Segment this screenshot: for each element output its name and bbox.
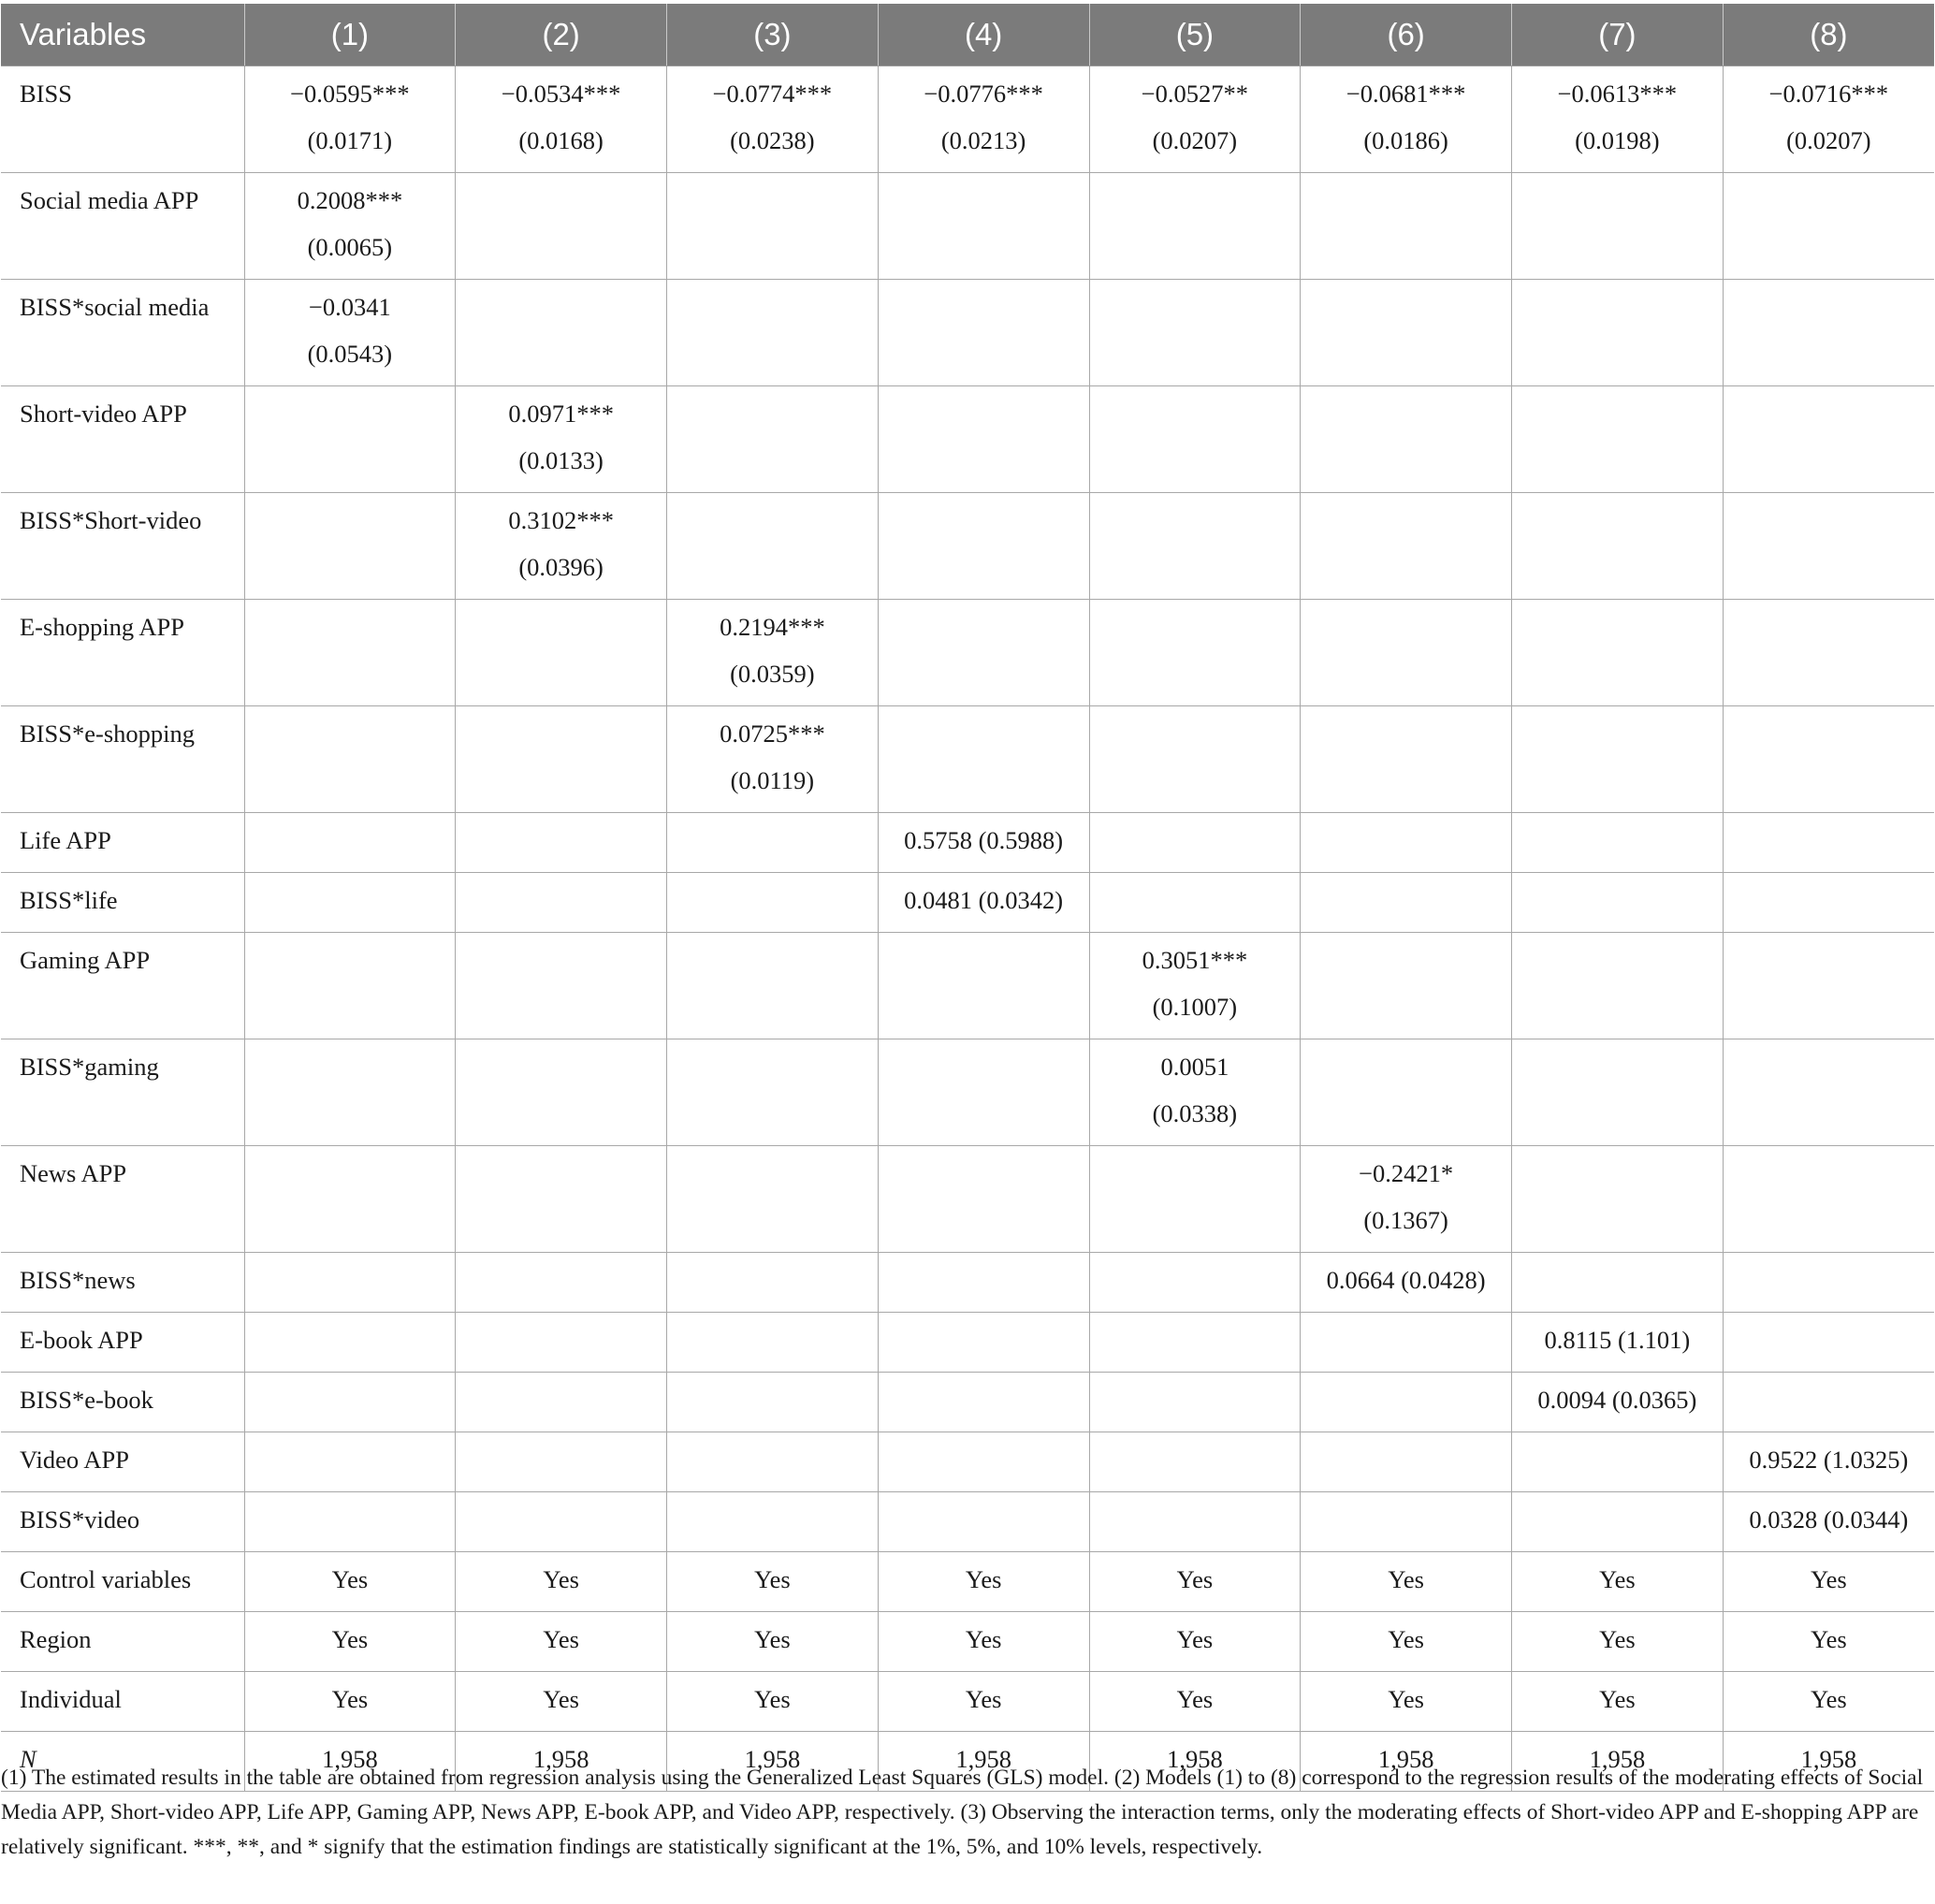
table-cell — [667, 1492, 879, 1552]
table-cell — [456, 813, 667, 873]
cell-value: −0.2421* — [1359, 1159, 1454, 1187]
table-cell — [244, 1492, 456, 1552]
cell-value: −0.0527** — [1141, 80, 1249, 108]
cell-value: Yes — [331, 1685, 369, 1713]
table-cell — [667, 600, 879, 706]
table-cell — [1089, 873, 1301, 933]
cell-value: 1,958 — [1377, 1745, 1434, 1773]
table-cell — [456, 386, 667, 493]
table-cell — [878, 933, 1089, 1039]
table-cell — [456, 1039, 667, 1146]
table-cell — [1301, 1552, 1512, 1612]
table-cell — [456, 493, 667, 600]
cell-std-error: (0.0396) — [518, 553, 604, 581]
cell-value: Yes — [331, 1625, 369, 1653]
cell-value: −0.0681*** — [1346, 80, 1466, 108]
table-cell — [456, 706, 667, 813]
table-cell — [1089, 1039, 1301, 1146]
table-cell — [1512, 1313, 1724, 1373]
table-cell — [1723, 1432, 1934, 1492]
table-row — [1, 1039, 1934, 1146]
table-cell — [1301, 813, 1512, 873]
table-cell — [1301, 280, 1512, 386]
table-cell — [1301, 706, 1512, 813]
table-cell — [1512, 173, 1724, 280]
cell-value: Yes — [1811, 1625, 1847, 1653]
table-cell — [456, 1432, 667, 1492]
table-cell — [244, 1146, 456, 1253]
cell-value: 0.9522 (1.0325) — [1749, 1446, 1909, 1474]
cell-value: Yes — [1176, 1625, 1214, 1653]
table-row — [1, 933, 1934, 1039]
table-cell — [1512, 66, 1724, 173]
cell-value: 0.3051*** — [1142, 946, 1248, 974]
table-cell — [878, 1612, 1089, 1672]
table-cell — [456, 1552, 667, 1612]
cell-value: Yes — [1176, 1685, 1214, 1713]
table-cell — [1301, 173, 1512, 280]
row-label: Life APP — [1, 813, 244, 873]
table-cell — [1723, 1146, 1934, 1253]
table-row — [1, 1313, 1934, 1373]
table-cell — [1301, 1253, 1512, 1313]
table-cell — [1512, 1432, 1724, 1492]
table-row — [1, 66, 1934, 173]
table-cell — [1723, 1253, 1934, 1313]
cell-value: Yes — [1176, 1565, 1214, 1593]
table-cell — [1089, 813, 1301, 873]
table-cell — [1089, 1672, 1301, 1732]
table-body — [1, 66, 1934, 1792]
row-label: Individual — [1, 1672, 244, 1732]
table-cell — [1301, 1039, 1512, 1146]
table-cell — [1301, 1492, 1512, 1552]
table-cell — [1089, 1373, 1301, 1432]
cell-value: Yes — [543, 1565, 579, 1593]
cell-std-error: (0.0198) — [1575, 126, 1660, 154]
row-label: BISS*gaming — [1, 1039, 244, 1146]
cell-value: 1,958 — [744, 1745, 801, 1773]
table-row — [1, 600, 1934, 706]
cell-value: 0.2008*** — [297, 186, 403, 214]
table-cell — [1089, 706, 1301, 813]
cell-value: Yes — [754, 1625, 791, 1653]
table-cell — [1089, 1253, 1301, 1313]
row-label: BISS*e-book — [1, 1373, 244, 1432]
table-cell — [878, 66, 1089, 173]
table-cell — [1089, 1146, 1301, 1253]
table-cell — [456, 1253, 667, 1313]
table-cell — [1723, 173, 1934, 280]
table-cell — [456, 173, 667, 280]
column-header: (8) — [1723, 4, 1934, 66]
cell-value: 0.0971*** — [508, 400, 614, 428]
cell-std-error: (0.0213) — [940, 126, 1026, 154]
table-cell — [456, 1672, 667, 1732]
table-cell — [1723, 933, 1934, 1039]
table-cell — [1512, 386, 1724, 493]
table-header-row — [1, 4, 1934, 66]
table-cell — [878, 280, 1089, 386]
table-row — [1, 1672, 1934, 1732]
cell-value: −0.0716*** — [1768, 80, 1889, 108]
cell-value: 0.0328 (0.0344) — [1749, 1505, 1909, 1533]
table-cell — [1089, 386, 1301, 493]
table-cell — [1723, 1313, 1934, 1373]
table-cell — [1301, 933, 1512, 1039]
table-cell — [244, 1253, 456, 1313]
cell-value: Yes — [754, 1565, 791, 1593]
table-cell — [456, 1313, 667, 1373]
row-label: E-shopping APP — [1, 600, 244, 706]
row-label: BISS*Short-video — [1, 493, 244, 600]
cell-value: 0.0481 (0.0342) — [904, 886, 1064, 914]
cell-value: 0.3102*** — [508, 506, 614, 534]
table-cell — [1301, 1432, 1512, 1492]
table-cell — [1512, 1492, 1724, 1552]
regression-table — [1, 4, 1934, 1792]
table-cell — [244, 1672, 456, 1732]
table-footnote: (1) The estimated results in the table are obtained from regression analysis using the Generalized Least Squares (GLS) model. (2) Models (1) to (8) correspond to the regression results of the moderating effects of Social Media APP, Short-video APP, Life APP, Gaming APP, News APP, E-book APP, and Video APP, respectively. (3) Observing the interaction terms, only the moderating effects of Short-video APP and E-shopping APP are relatively significant. ***, **, and * signify that the estimation findings are statistically significant at the 1%, 5%, and 10% levels, respectively. — [1, 1766, 1924, 1859]
table-cell — [244, 813, 456, 873]
table-row — [1, 1552, 1934, 1612]
table-cell — [1301, 66, 1512, 173]
table-cell — [667, 1373, 879, 1432]
cell-value: −0.0534*** — [501, 80, 621, 108]
table-cell — [456, 1612, 667, 1672]
column-header: (3) — [667, 4, 879, 66]
table-cell — [1089, 1432, 1301, 1492]
cell-value: Yes — [1599, 1685, 1636, 1713]
cell-value: Yes — [965, 1565, 1002, 1593]
table-cell — [244, 706, 456, 813]
table-cell — [667, 813, 879, 873]
table-cell — [1723, 706, 1934, 813]
cell-value: 0.0725*** — [720, 719, 825, 748]
cell-value: −0.0613*** — [1557, 80, 1678, 108]
table-cell — [1723, 813, 1934, 873]
row-label: BISS*social media — [1, 280, 244, 386]
column-header: (5) — [1089, 4, 1301, 66]
table-cell — [667, 1313, 879, 1373]
cell-value: −0.0341 — [308, 293, 391, 321]
table-cell — [1301, 600, 1512, 706]
table-cell — [1512, 1039, 1724, 1146]
column-header: Variables — [1, 4, 244, 66]
cell-value: Yes — [965, 1685, 1002, 1713]
table-cell — [1723, 1672, 1934, 1732]
column-header: (7) — [1512, 4, 1724, 66]
table-cell — [1723, 1552, 1934, 1612]
table-cell — [1512, 1373, 1724, 1432]
row-label: Region — [1, 1612, 244, 1672]
table-cell — [1301, 873, 1512, 933]
table-cell — [1089, 933, 1301, 1039]
column-header: (1) — [244, 4, 456, 66]
cell-value: −0.0776*** — [924, 80, 1043, 108]
table-cell — [1089, 173, 1301, 280]
table-cell — [878, 1373, 1089, 1432]
table-cell — [1089, 493, 1301, 600]
table-cell — [1512, 1146, 1724, 1253]
row-label: BISS*video — [1, 1492, 244, 1552]
cell-value: 0.5758 (0.5988) — [904, 826, 1064, 854]
cell-std-error: (0.0207) — [1152, 126, 1238, 154]
cell-value: −0.0595*** — [290, 80, 410, 108]
cell-value: 1,958 — [1800, 1745, 1857, 1773]
table-cell — [1301, 386, 1512, 493]
cell-value: 0.0094 (0.0365) — [1537, 1386, 1697, 1414]
table-cell — [1723, 600, 1934, 706]
table-cell — [456, 1146, 667, 1253]
table-cell — [1512, 933, 1724, 1039]
cell-value: Yes — [1811, 1565, 1847, 1593]
table-cell — [1723, 1373, 1934, 1432]
table-cell — [1301, 1612, 1512, 1672]
table-cell — [1089, 280, 1301, 386]
table-cell — [1512, 600, 1724, 706]
cell-value: 0.2194*** — [720, 613, 825, 641]
table-row — [1, 1492, 1934, 1552]
table-cell — [1089, 1492, 1301, 1552]
table-cell — [667, 1612, 879, 1672]
table-row — [1, 813, 1934, 873]
table-cell — [1723, 280, 1934, 386]
table-row — [1, 280, 1934, 386]
table-cell — [456, 933, 667, 1039]
regression-table-container — [0, 4, 1935, 1792]
table-cell — [878, 386, 1089, 493]
table-cell — [244, 66, 456, 173]
cell-std-error: (0.0133) — [518, 446, 604, 474]
table-cell — [1089, 66, 1301, 173]
table-cell — [456, 1492, 667, 1552]
table-cell — [667, 706, 879, 813]
table-cell — [1089, 1612, 1301, 1672]
cell-value: Yes — [1599, 1625, 1636, 1653]
table-cell — [456, 1373, 667, 1432]
table-row — [1, 706, 1934, 813]
cell-value: 1,958 — [1167, 1745, 1223, 1773]
table-cell — [1089, 1552, 1301, 1612]
row-label: BISS — [1, 66, 244, 173]
table-row — [1, 1373, 1934, 1432]
table-cell — [878, 173, 1089, 280]
table-cell — [878, 1552, 1089, 1612]
table-cell — [244, 1612, 456, 1672]
table-cell — [878, 493, 1089, 600]
cell-value: Yes — [543, 1625, 579, 1653]
table-cell — [244, 1373, 456, 1432]
row-label: BISS*news — [1, 1253, 244, 1313]
cell-value: Yes — [1811, 1685, 1847, 1713]
table-cell — [667, 1253, 879, 1313]
table-cell — [878, 600, 1089, 706]
table-cell — [1723, 1492, 1934, 1552]
table-cell — [456, 66, 667, 173]
table-cell — [1512, 706, 1724, 813]
table-cell — [1089, 1313, 1301, 1373]
table-row — [1, 1612, 1934, 1672]
table-cell — [667, 1039, 879, 1146]
table-cell — [878, 873, 1089, 933]
cell-value: 0.0664 (0.0428) — [1326, 1266, 1486, 1294]
cell-std-error: (0.0168) — [518, 126, 604, 154]
table-cell — [244, 1039, 456, 1146]
cell-value: 0.0051 — [1160, 1053, 1229, 1081]
table-cell — [1512, 280, 1724, 386]
table-cell — [1301, 493, 1512, 600]
table-cell — [244, 873, 456, 933]
cell-value: Yes — [1388, 1685, 1424, 1713]
table-cell — [244, 280, 456, 386]
cell-value: Yes — [1599, 1565, 1636, 1593]
table-cell — [1512, 873, 1724, 933]
row-label: Social media APP — [1, 173, 244, 280]
row-label: BISS*e-shopping — [1, 706, 244, 813]
table-cell — [1301, 1313, 1512, 1373]
table-cell — [1301, 1146, 1512, 1253]
cell-std-error: (0.0207) — [1786, 126, 1871, 154]
table-cell — [1089, 600, 1301, 706]
table-cell — [1512, 1552, 1724, 1612]
cell-value: Yes — [543, 1685, 579, 1713]
table-row — [1, 173, 1934, 280]
cell-value: 1,958 — [955, 1745, 1011, 1773]
cell-value: −0.0774*** — [712, 80, 833, 108]
table-cell — [1723, 1612, 1934, 1672]
table-cell — [667, 1672, 879, 1732]
table-cell — [244, 386, 456, 493]
row-label: News APP — [1, 1146, 244, 1253]
table-cell — [878, 1432, 1089, 1492]
table-cell — [667, 173, 879, 280]
cell-value: Yes — [754, 1685, 791, 1713]
table-row — [1, 873, 1934, 933]
table-cell — [878, 1492, 1089, 1552]
cell-value: 0.8115 (1.101) — [1544, 1326, 1691, 1354]
table-cell — [878, 813, 1089, 873]
table-cell — [1301, 1672, 1512, 1732]
table-cell — [878, 1313, 1089, 1373]
table-cell — [1512, 813, 1724, 873]
table-cell — [667, 1432, 879, 1492]
table-cell — [456, 873, 667, 933]
table-cell — [456, 600, 667, 706]
column-header: (4) — [878, 4, 1089, 66]
cell-value: Yes — [965, 1625, 1002, 1653]
table-cell — [667, 933, 879, 1039]
table-cell — [878, 706, 1089, 813]
cell-value: 1,958 — [1589, 1745, 1646, 1773]
table-cell — [1723, 386, 1934, 493]
table-cell — [1512, 1672, 1724, 1732]
cell-std-error: (0.0119) — [730, 766, 815, 794]
table-cell — [244, 933, 456, 1039]
row-label: N — [1, 1732, 244, 1792]
row-label: E-book APP — [1, 1313, 244, 1373]
table-cell — [1301, 1373, 1512, 1432]
table-cell — [667, 280, 879, 386]
table-cell — [667, 1552, 879, 1612]
table-cell — [244, 600, 456, 706]
column-header: (2) — [456, 4, 667, 66]
cell-std-error: (0.0359) — [730, 660, 815, 688]
column-header: (6) — [1301, 4, 1512, 66]
cell-value: Yes — [331, 1565, 369, 1593]
table-cell — [244, 173, 456, 280]
cell-std-error: (0.0186) — [1363, 126, 1448, 154]
table-row — [1, 1432, 1934, 1492]
table-cell — [1512, 1612, 1724, 1672]
cell-std-error: (0.0171) — [307, 126, 393, 154]
table-cell — [667, 386, 879, 493]
cell-std-error: (0.0543) — [307, 340, 393, 368]
table-cell — [878, 1039, 1089, 1146]
table-cell — [667, 1146, 879, 1253]
cell-value: Yes — [1388, 1565, 1424, 1593]
table-row — [1, 1253, 1934, 1313]
cell-value: 1,958 — [322, 1745, 378, 1773]
table-cell — [244, 1313, 456, 1373]
row-label: BISS*life — [1, 873, 244, 933]
table-cell — [667, 873, 879, 933]
row-label: Gaming APP — [1, 933, 244, 1039]
cell-std-error: (0.1367) — [1363, 1206, 1448, 1234]
table-cell — [456, 280, 667, 386]
row-label: Short-video APP — [1, 386, 244, 493]
cell-std-error: (0.0238) — [730, 126, 815, 154]
table-cell — [1512, 493, 1724, 600]
table-cell — [1512, 1253, 1724, 1313]
table-cell — [667, 66, 879, 173]
table-cell — [878, 1146, 1089, 1253]
table-cell — [878, 1672, 1089, 1732]
table-cell — [1723, 493, 1934, 600]
cell-value: 1,958 — [532, 1745, 589, 1773]
cell-std-error: (0.1007) — [1152, 993, 1238, 1021]
table-row — [1, 386, 1934, 493]
row-label: Control variables — [1, 1552, 244, 1612]
table-cell — [667, 493, 879, 600]
table-cell — [1723, 1039, 1934, 1146]
table-cell — [1723, 66, 1934, 173]
cell-std-error: (0.0338) — [1152, 1099, 1238, 1127]
table-cell — [878, 1253, 1089, 1313]
table-row — [1, 493, 1934, 600]
table-cell — [244, 1432, 456, 1492]
table-row — [1, 1146, 1934, 1253]
cell-value: Yes — [1388, 1625, 1424, 1653]
table-cell — [244, 1552, 456, 1612]
cell-std-error: (0.0065) — [307, 233, 393, 261]
table-cell — [244, 493, 456, 600]
table-cell — [1723, 873, 1934, 933]
row-label: Video APP — [1, 1432, 244, 1492]
